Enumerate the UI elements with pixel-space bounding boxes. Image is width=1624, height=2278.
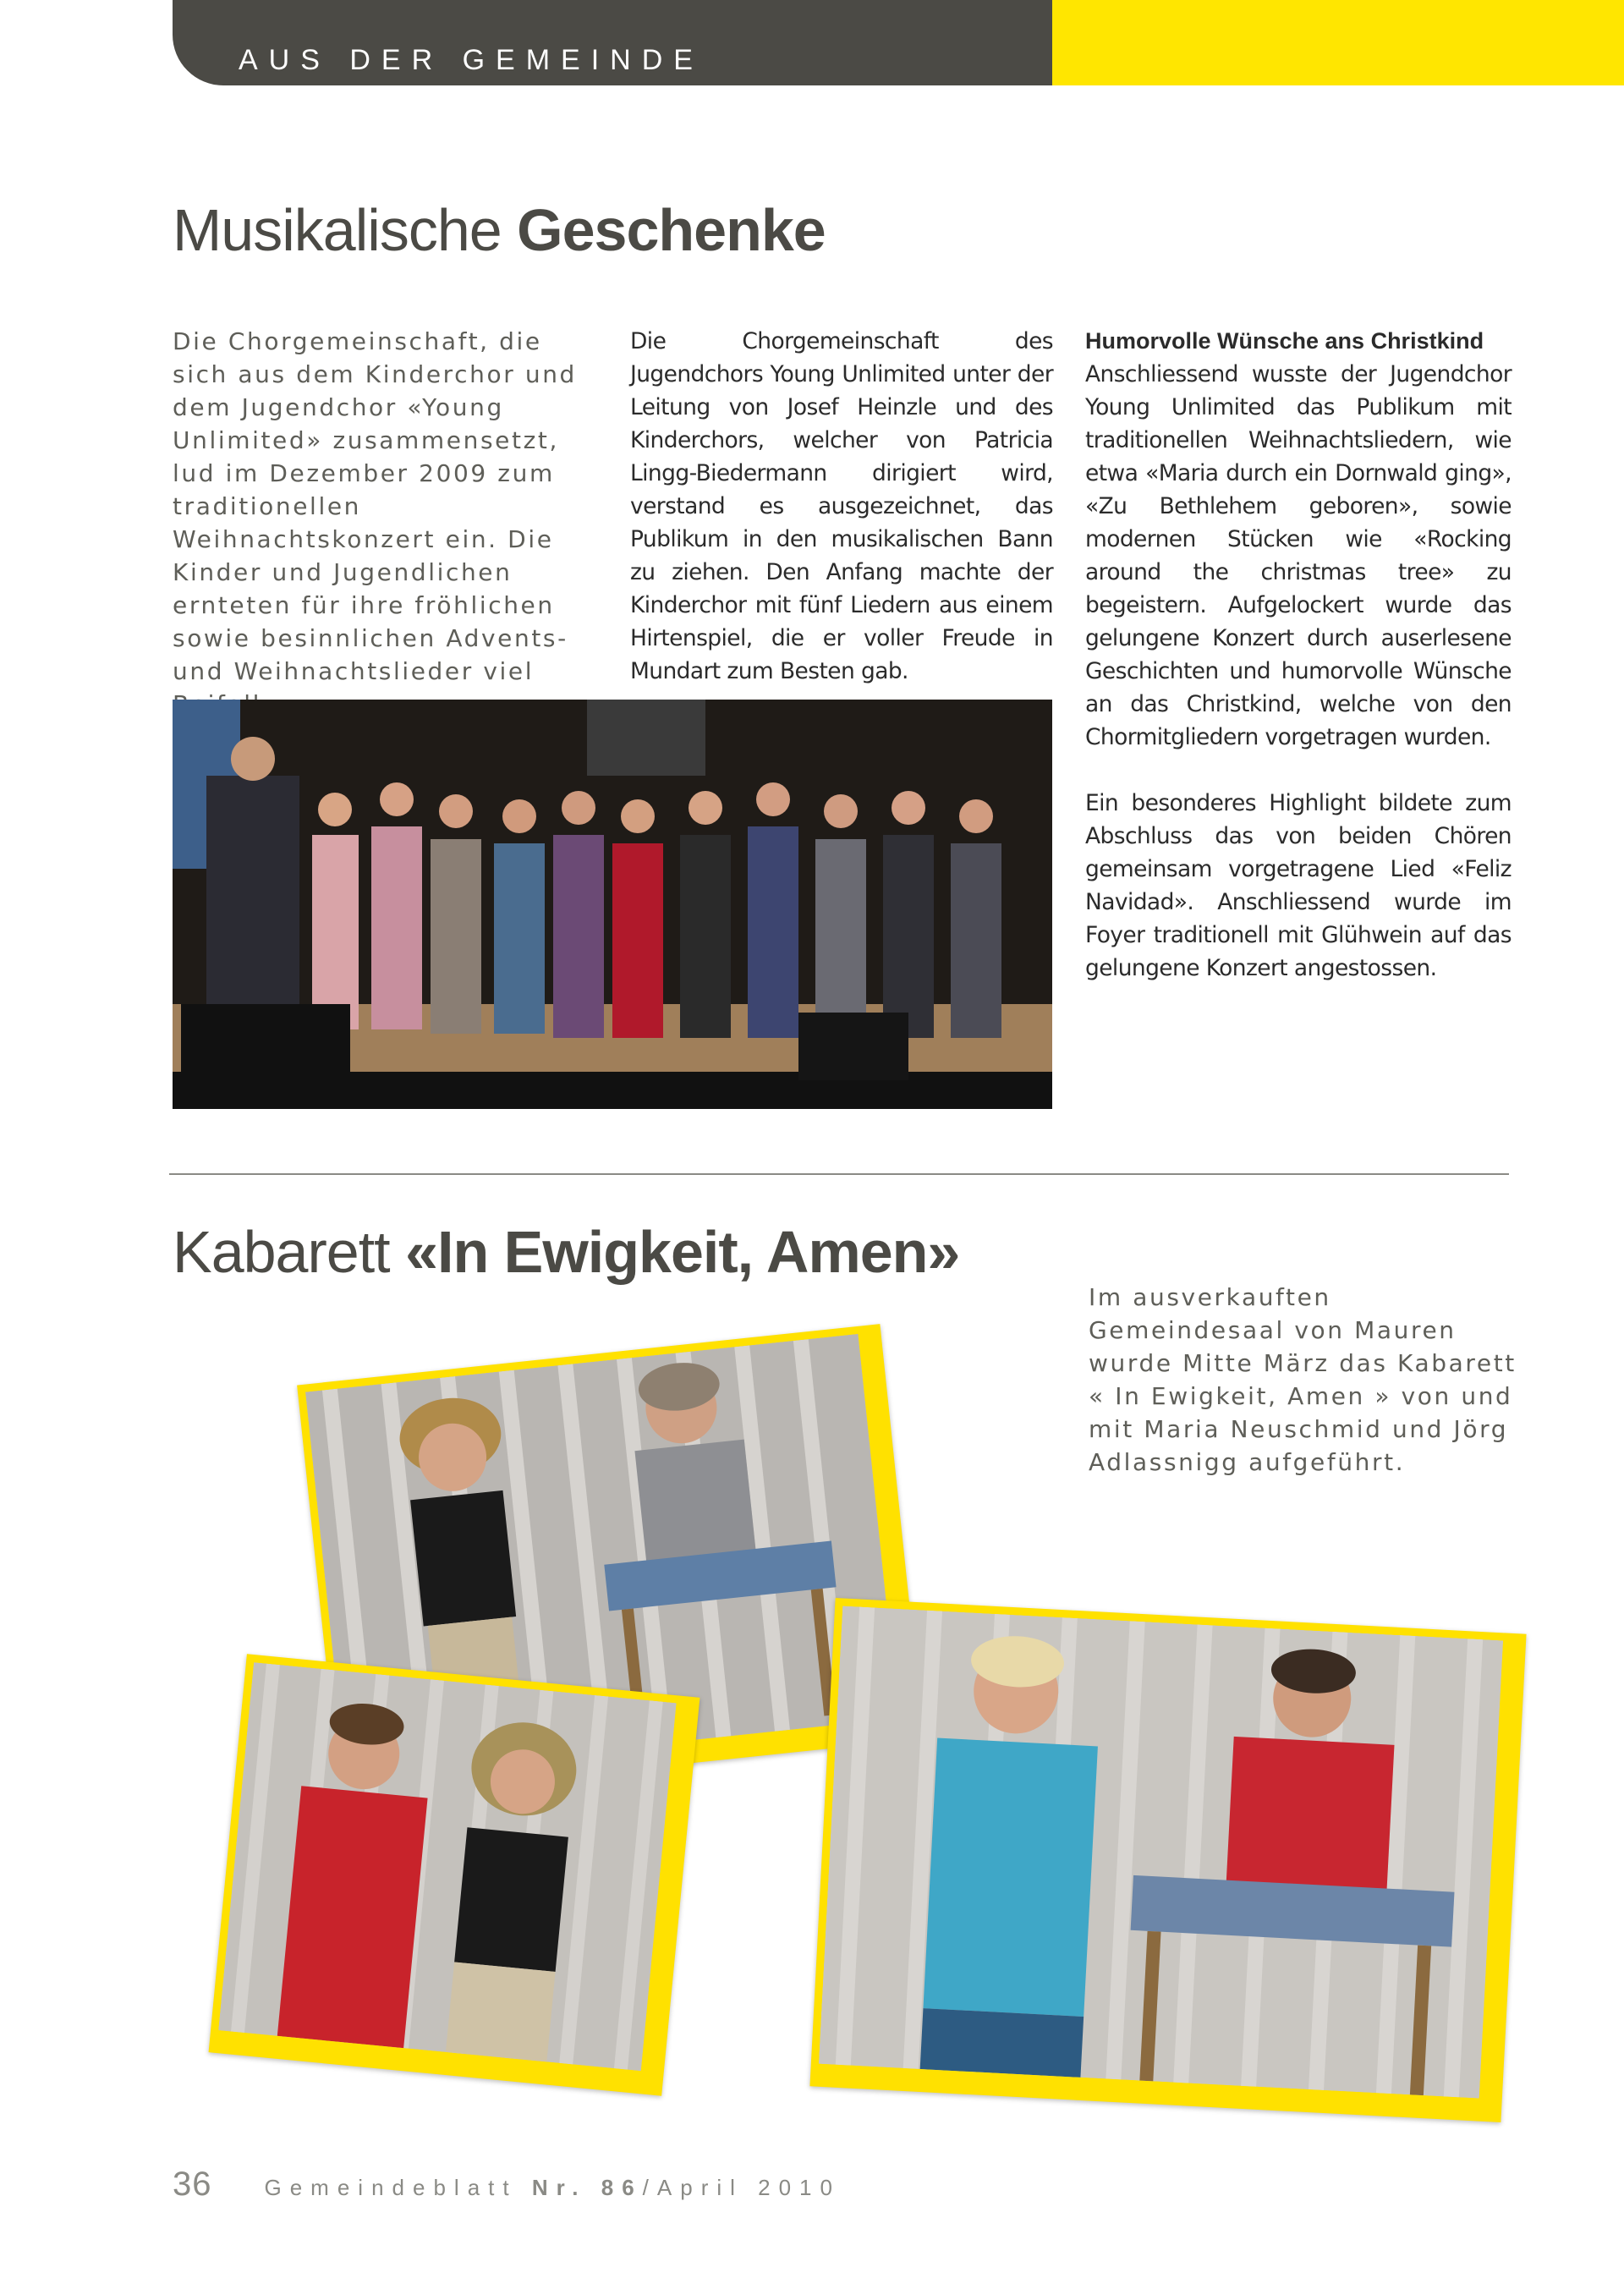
title-bold: Geschenke [517,197,826,263]
issue-number: Nr. 86 [531,2175,643,2200]
header-accent-bar [1052,0,1624,85]
section-label: AUS DER GEMEINDE [239,44,704,76]
issue-date: /April 2010 [642,2175,841,2200]
article1-intro: Die Chorgemeinschaft, die sich aus dem Kinderchor und dem Jugendchor «Young Unlimited» zusammensetzt, lud im Dezember 2009 zum traditionellen Weihnachtskonzert ein. Die Kinder und Jugendlichen ernteten für ihre fröhlichen sowie besinnlichen Advents- und Weihnachtslieder viel [173,327,577,685]
kabarett-photo-2 [209,1654,700,2095]
choir-concert-photo [173,700,1052,1109]
article1-paragraph-1: Anschliessend wusste der Jugendchor Young Unlimited das Publikum mit traditionellen Weihnachtsliedern, wie etwa «Maria durch ein Dornwald ging», «Zu Bethlehem geboren», sowie modernen Stücken wie «Rocking around the christmas tree» zu begeistern. Aufgelockert wurde das gelungene Konzert durch auserlesene Geschichten und humorvolle Wünsche an das Christkind, welche von den Chormitgliedern vorgetragen wurden. [1085,361,1512,750]
article-title-kabarett [173,1218,959,1286]
title-light: Musikalische [173,197,502,263]
title-bold: «In Ewigkeit, Amen» [405,1219,960,1285]
article1-subheading: Humorvolle Wünsche ans Christkind [1085,328,1484,354]
article1-paragraph-2: Ein besonderes Highlight bildete zum Abschluss das von beiden Chören gemeinsam vorgetragene Lied «Feliz Navidad». Anschliessend wurde im Foyer traditionell mit Glühwein auf das gelungene Konzert angestossen. [1085,790,1512,981]
publication-name: Gemeindeblatt [264,2175,518,2200]
article1-column-3 [1085,325,1512,1018]
title-light: Kabarett [173,1219,390,1285]
kabarett-photo-3 [809,1598,1526,2122]
section-divider [169,1173,1509,1175]
page-footer [173,2165,841,2204]
page-number: 36 [173,2165,212,2203]
article1-column-2: Die Chorgemeinschaft des Jugendchors Young Unlimited unter der Leitung von Josef Heinzle und des Kinderchors, welcher von Patricia Lingg-Biedermann dirigiert wird, verstand es ausgezeichnet, das Publikum in den musikalischen Bann zu ziehen. Den Anfang machte der Kinderchor mit fünf Liedern aus einem Hirtenspiel, die er voller Freude in Mundart zum Besten gab. [630,328,1053,684]
article-title-musikalische-geschenke [173,196,826,264]
article2-intro: Im ausverkauften Gemeindesaal von Mauren wurde Mitte März das Kabarett « In Ewigkeit, Amen » von und mit Maria Neuschmid und Jörg Adlassnigg aufgeführt. [1089,1283,1517,1476]
